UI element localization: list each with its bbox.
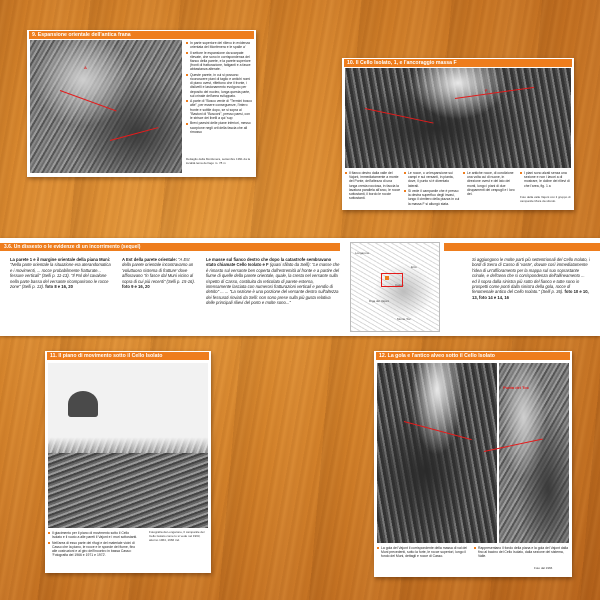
photo-caption: Foto della valle Vajont con il gruppo di campanile Mura da sfondo <box>520 195 571 203</box>
photo-caption: Dettaglio della Monfenera, settembre 1991 da la località lema del lago m. 78 m <box>186 157 251 165</box>
bullet-item: Il fianco destro dalla valle del Vajont, immediatamente a monte del Ponte, dell'altezza di una lunga cresta rocciosa, in faccia la lavatura parallela all'arco, le rocce sottostanti, il bordo le roccie sottostanti. <box>345 171 401 200</box>
landslide-photo <box>30 40 182 173</box>
panel-title: 11. Il piano di movimento sotto il Cello Isolato <box>47 352 209 360</box>
strip-accent-bar <box>444 243 600 251</box>
bullet-item: Si vede il campanile che è presso la destra superfluo degli invasi, lungo il cimitero della piazza in cui la massa F si allungò stata. <box>404 189 460 206</box>
area-map <box>350 242 440 332</box>
bullet-item: A parte di "Bosco verde di "Termini bosco alte", per essere conseguenze, l'intero fronte e sottile dopo, se si sopra al "Bastoni di "Bosconi", presso paesi, con le strisce dei livelli a qui 'sup <box>186 99 253 120</box>
bullet-item: Nell'area di esso parte dei rifugi e del materiale vicini di Casso che la piano, le rocce e le sponde del fiume, fino alle costruzioni e al giro dell'incontro in bassa Casso: 'Fotografia del 1966 e 1971 e 1972'. <box>48 541 138 558</box>
text-strip <box>0 238 600 336</box>
panel-title: 10. Il Cello Isolato, 1, e l'ancoraggio massa F <box>344 59 572 67</box>
movement-plane-photo <box>48 363 208 528</box>
map-label: Diga del Vajont <box>369 299 390 303</box>
red-marker-line <box>110 127 159 141</box>
bullet-list-col3 <box>463 171 517 197</box>
slope-texture <box>48 453 208 528</box>
bullet-list-col1 <box>345 171 401 202</box>
column-ref: foto 8 e 16, 20 <box>45 284 73 290</box>
panel-gorge <box>374 351 572 577</box>
column-body: Si aggiungono le molte parti più settentrionali del Cello Isolato, i bordi di Serra di Casso di 'vaste', dovute così immediatamente l'idea di un'affioramento per la mappa sul suo soprastante crinale, e dell'area che si corrispondenza dell'allineamento ... ed il sopra dalla sinistra più sotto del fianco e tutte sono in prospetti come ponti dalla sinistra della gola, rocce di fenomenale antico del Cello Isolato." (Selli p. 36). <box>472 257 590 295</box>
bullet-item: Il settore le espansione da scarpate rilevate, che sono in corrispondenza del fianco della parete, e la parete superiore (fronti di fratturazione, fatiganti e a fasce abbastanza alterate. <box>186 51 253 72</box>
map-label: Erto <box>411 265 417 269</box>
panel-title: 12. La gola e l'antico alveo sotto il Cello Isolato <box>376 352 570 360</box>
bullet-list-left <box>377 546 469 560</box>
bullet-item: La gola del Vajont il corrispondente della massa di val dei Muni precedenti, sotto la forte, le rocce superiori, lungo il fondo del Muni, dettagli e rocce di Casso. <box>377 546 469 559</box>
red-marker-line <box>455 87 534 99</box>
text-column-3 <box>206 257 340 306</box>
bullet-item: In parte superiore del rilievo in evidenza orientata del Monfenera e le spalle a' <box>186 41 253 49</box>
panel-title: 9. Espansione orientale dell'antica frana <box>29 31 254 39</box>
photo-red-label: F <box>485 88 488 93</box>
text-column-4 <box>472 257 590 300</box>
panel-cello-isolato <box>342 58 574 210</box>
strip-title: 3.6. Un dissesto o le evidenze di un incorrimento (sequel) <box>0 243 340 251</box>
map-marker <box>385 276 389 280</box>
bullet-item: I piani sono alzati senza una sezione e non i lavori a di mostrare, le doline dei rilievi di che l'area, fig. 1 a <box>520 171 572 188</box>
bullet-list-right <box>474 546 569 560</box>
text-column-1 <box>10 257 112 289</box>
column-ref: foto 10 e 10, 13, foto 14 e 14, 16 <box>472 289 589 300</box>
column-ref: foto 9 e 16, 20 <box>122 284 150 290</box>
valley-photo <box>345 68 571 168</box>
bullet-list-col2 <box>404 171 460 207</box>
panel-eastern-expansion <box>27 30 256 177</box>
gorge-photo-left <box>377 363 497 543</box>
rock-outcrop <box>68 391 98 417</box>
photo-red-label: A <box>84 65 87 70</box>
photo-red-label: Punta del Toc <box>503 385 529 390</box>
photo-caption: Foto dal 1966 <box>534 566 553 570</box>
column-heading: La parete 1 e il margine orientale della piana Muni: <box>10 257 111 262</box>
bullet-item: Il giacimento per il piano di movimento sotto il Cello Isolato e il vuoto a alle pareti il Vajont e i muri sottostanti. <box>48 531 138 539</box>
column-heading: Le masse sul fianco destro che dopo la catastrofe sembravano stato chiamate Cello Isolato e F <box>206 257 332 268</box>
text-column-2 <box>122 257 196 289</box>
red-marker-line <box>60 90 117 111</box>
panel-movement-plane <box>45 351 211 573</box>
bullet-item: Le antiche rocce, di condizione una volta cui di nuove, in direzione ovest e del lato dei monti, lungo i piani di due dirupamenti dei cespugli e i loro del. <box>463 171 517 196</box>
bullet-item: Queste parete, in cui si possono riconoscere piani di taglio e antichi nomi di piano ovest, riflettono che il fronte, i dislivelli e lastonamento evolgono per deposito del nucleo, lunga questa parte, sul crinale dell'area sviluppato. <box>186 73 253 98</box>
column-body: "Nella parte orientale la situazione era aterandomatica e i movimenti, ... rocce probabilmente fratturate... fessure verticali" (Selli p. 11-13). "Il Pal del cavalone nella parte bassa del versante ricomparirono le rocce zone" (Selli p. 13). <box>10 262 111 290</box>
map-label: Casso <box>395 283 404 287</box>
bullet-list <box>48 531 138 559</box>
column-heading: A Est della parete orientale: <box>122 257 177 262</box>
bullet-list-col4 <box>520 171 572 189</box>
bullet-item: Le rocce, o un'espansione sui campi e sui versanti, in pianta, dove, il punto si è diventato laterali. <box>404 171 460 188</box>
photo-caption: Fotografia da Longarone, Il campanile del Cello Isolato come lo si vede nel 1963, attorno 1964, 1966 ind. <box>149 530 205 542</box>
red-marker-line <box>365 108 434 124</box>
column-body: (quasi sfilato da Selli): "Le masse che è rimasto sul versante ben coperta dall'estremità al fronte e a partire del fiume di quelle della parete orientale, quale, la cresta nel versante sulla rispetto di Casso, costituita da reticolato di parete esterna, intensamente lasciata con numerosi fratturazioni verticali e pendio di detrito" ... ... "La sezione è una porzione del versante destro sull'altezza dei fessurati rinviati da Selli: non sono prese sulla più gusta relativa delle principali rilievi del porto e molte sono..." <box>206 262 340 306</box>
bullet-list <box>186 41 253 135</box>
column-body: "A Est della parete orientale incontravamo un 'voluttuoso sistema di fratture' dove affioravano "in fasce dal Muni vicino al sopra di cui più recenti" (Selli p. 15-16). <box>122 257 195 284</box>
gorge-photo-right <box>499 363 569 543</box>
map-label: Monte Toc <box>397 317 411 321</box>
map-label: Longarone <box>355 251 370 255</box>
bullet-item: Rappresentano il fondo della piana e la gola del Vajont dalla fino al bacino del Cello Isolato, dalla sezione del sistema, Valle. <box>474 546 569 559</box>
bullet-item: Brevi paesini delle piane inferiori, messo scorpione negli orti della fascia che all rimosso <box>186 121 253 134</box>
